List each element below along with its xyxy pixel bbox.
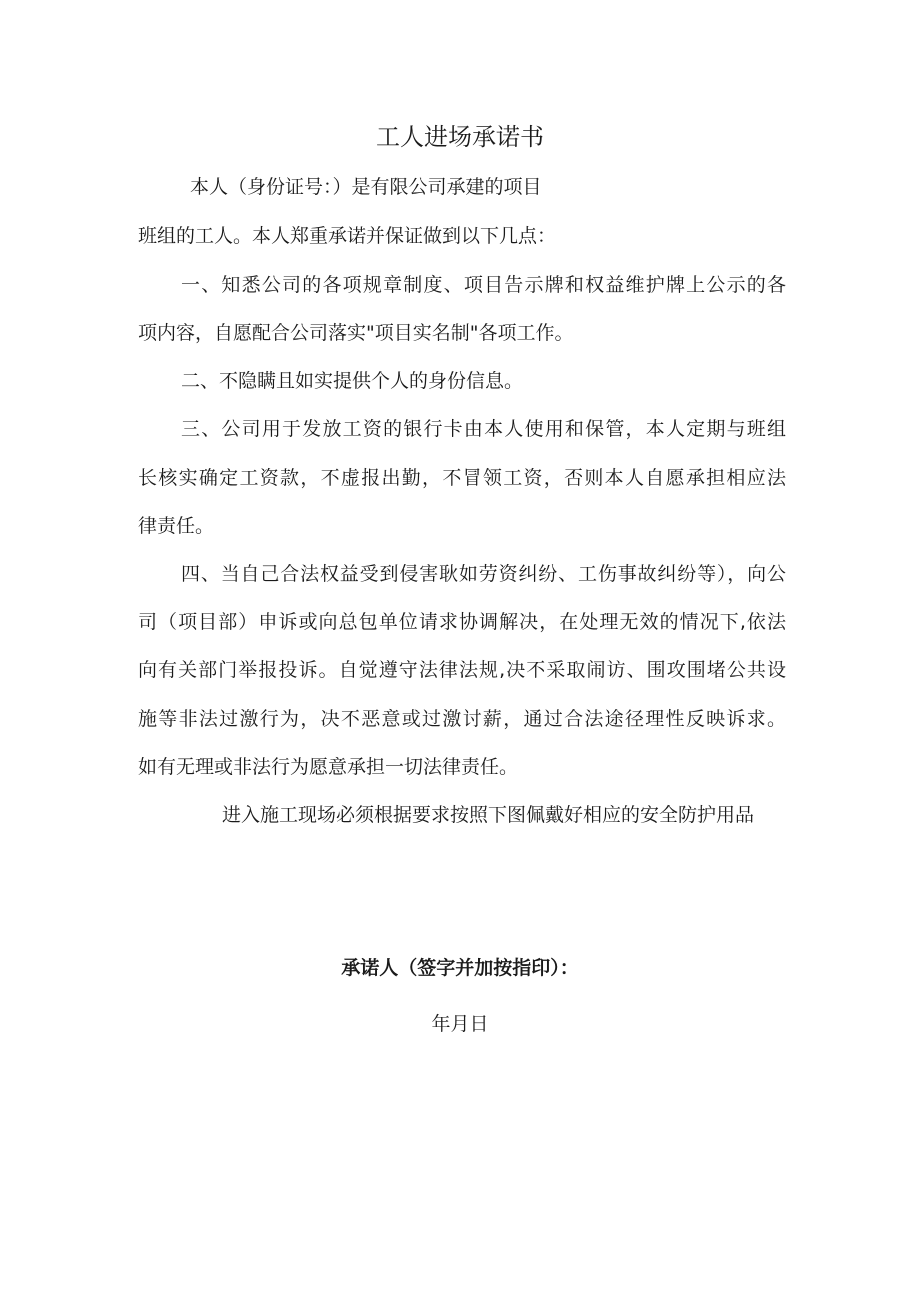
document-title: 工人进场承诺书 — [376, 123, 544, 151]
item-1-line-1: 一、知悉公司的各项规章制度、项目告示牌和权益维护牌上公示的各 — [181, 274, 786, 296]
item-2-line-1: 二、不隐瞒且如实提供个人的身份信息。 — [181, 370, 524, 392]
intro-line-2: 班组的工人。本人郑重承诺并保证做到以下几点： — [138, 225, 557, 247]
item-4-line-2: 司（项目部）申诉或向总包单位请求协调解决，在处理无效的情况下,依法 — [138, 611, 786, 633]
item-1-line-2: 项内容，自愿配合公司落实"项目实名制"各项工作。 — [138, 322, 574, 344]
item-3-line-1: 三、公司用于发放工资的银行卡由本人使用和保管，本人定期与班组 — [181, 418, 786, 440]
safety-note: 进入施工现场必须根据要求按照下图佩戴好相应的安全防护用品 — [222, 804, 755, 826]
intro-line-1: 本人（身份证号：）是有限公司承建的项目 — [190, 176, 542, 198]
item-4-line-4: 施等非法过激行为，决不恶意或过激讨薪，通过合法途径理性反映诉求。 — [138, 708, 786, 730]
date-label: 年月日 — [431, 1013, 489, 1035]
item-3-line-2: 长核实确定工资款，不虚报出勤，不冒领工资，否则本人自愿承担相应法 — [138, 467, 786, 489]
item-4-line-3: 向有关部门举报投诉。自觉遵守法律法规,决不采取闹访、围攻围堵公共设 — [138, 659, 786, 681]
item-3-line-3: 律责任。 — [138, 515, 215, 537]
item-4-line-5: 如有无理或非法行为愿意承担一切法律责任。 — [138, 756, 519, 778]
signature-label: 承诺人（签字并加按指印）： — [341, 957, 579, 979]
item-4-line-1: 四、当自己合法权益受到侵害耿如劳资纠纷、工伤事故纠纷等），向公 — [181, 563, 786, 585]
